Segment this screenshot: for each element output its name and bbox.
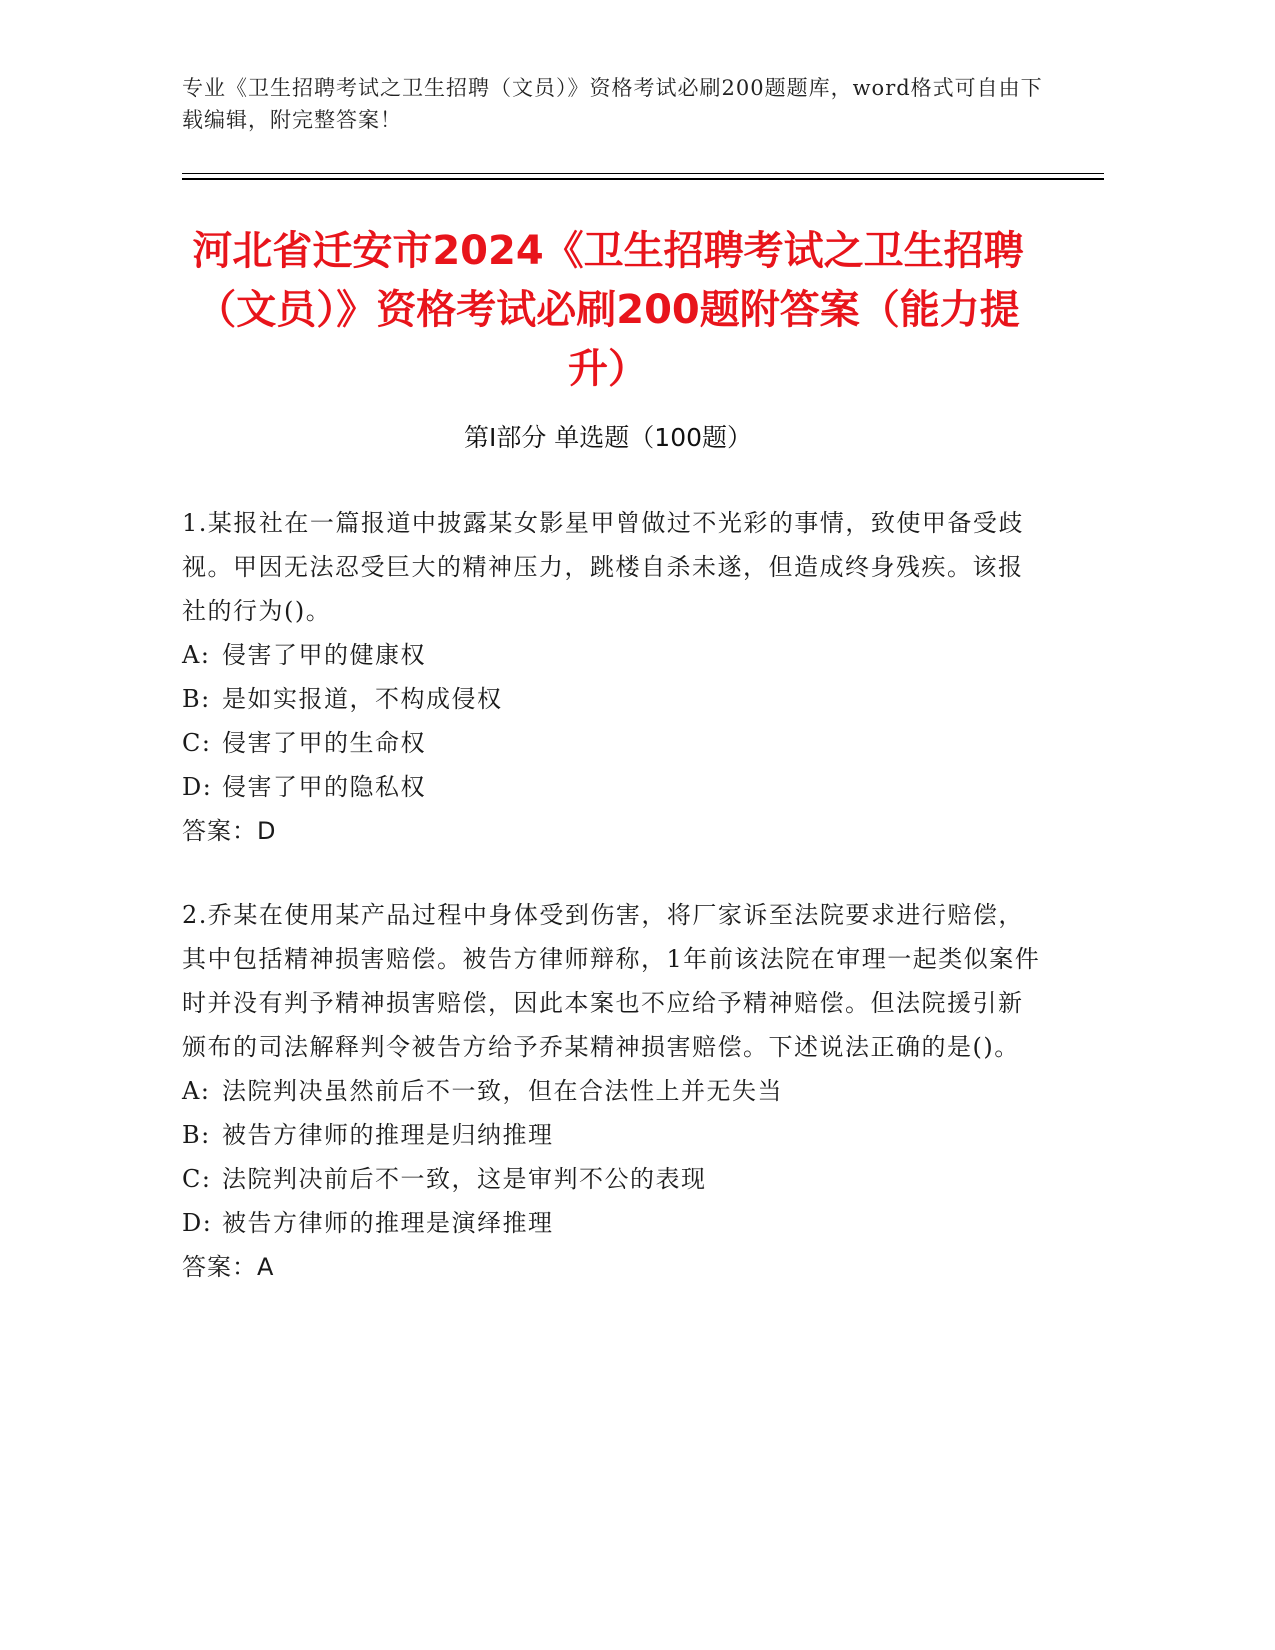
header-divider-thick [182,178,1104,180]
option-letter: D: [182,1209,213,1237]
option-a[interactable] [182,1069,1042,1113]
option-letter: B: [182,685,211,713]
option-text: 是如实报道，不构成侵权 [222,685,503,713]
header-note: 专业《卫生招聘考试之卫生招聘（文员）》资格考试必刷200题题库，word格式可自由下载编辑，附完整答案！ [182,76,1043,132]
option-b[interactable] [182,1113,1042,1157]
option-text: 被告方律师的推理是归纳推理 [222,1121,554,1149]
option-letter: A: [182,641,211,669]
option-letter: B: [182,1121,211,1149]
option-c[interactable] [182,721,1042,765]
option-c[interactable] [182,1157,1042,1201]
option-text: 侵害了甲的隐私权 [222,773,426,801]
section-heading: 第Ⅰ部分 单选题（100题） [463,423,753,452]
option-letter: C: [182,729,212,757]
answer-line: 答案：D [182,817,277,845]
question-stem: 2.乔某在使用某产品过程中身体受到伤害，将厂家诉至法院要求进行赔偿，其中包括精神损害赔偿。被告方律师辩称，1年前该法院在审理一起类似案件时并没有判予精神损害赔偿，因此本案也不应给予精神赔偿。但法院援引新颁布的司法解释判令被告方给予乔某精神损害赔偿。下述说法正确的是()。 [182,901,1041,1061]
option-a[interactable] [182,633,1042,677]
option-text: 侵害了甲的健康权 [222,641,426,669]
question-1 [182,501,1042,853]
option-d[interactable] [182,765,1042,809]
option-letter: A: [182,1077,211,1105]
header-divider-thin [182,173,1104,174]
answer-line: 答案：A [182,1253,275,1281]
option-letter: C: [182,1165,212,1193]
option-text: 被告方律师的推理是演绎推理 [222,1209,554,1237]
question-2 [182,893,1042,1289]
option-d[interactable] [182,1201,1042,1245]
document-title: 河北省迁安市2024《卫生招聘考试之卫生招聘（文员）》资格考试必刷200题附答案（能力提升） [192,228,1024,392]
option-text: 侵害了甲的生命权 [222,729,426,757]
option-letter: D: [182,773,213,801]
option-text: 法院判决前后不一致，这是审判不公的表现 [222,1165,707,1193]
option-b[interactable] [182,677,1042,721]
option-text: 法院判决虽然前后不一致，但在合法性上并无失当 [222,1077,783,1105]
question-stem: 1.某报社在一篇报道中披露某女影星甲曾做过不光彩的事情，致使甲备受歧视。甲因无法忍受巨大的精神压力，跳楼自杀未遂，但造成终身残疾。该报社的行为()。 [182,509,1024,625]
